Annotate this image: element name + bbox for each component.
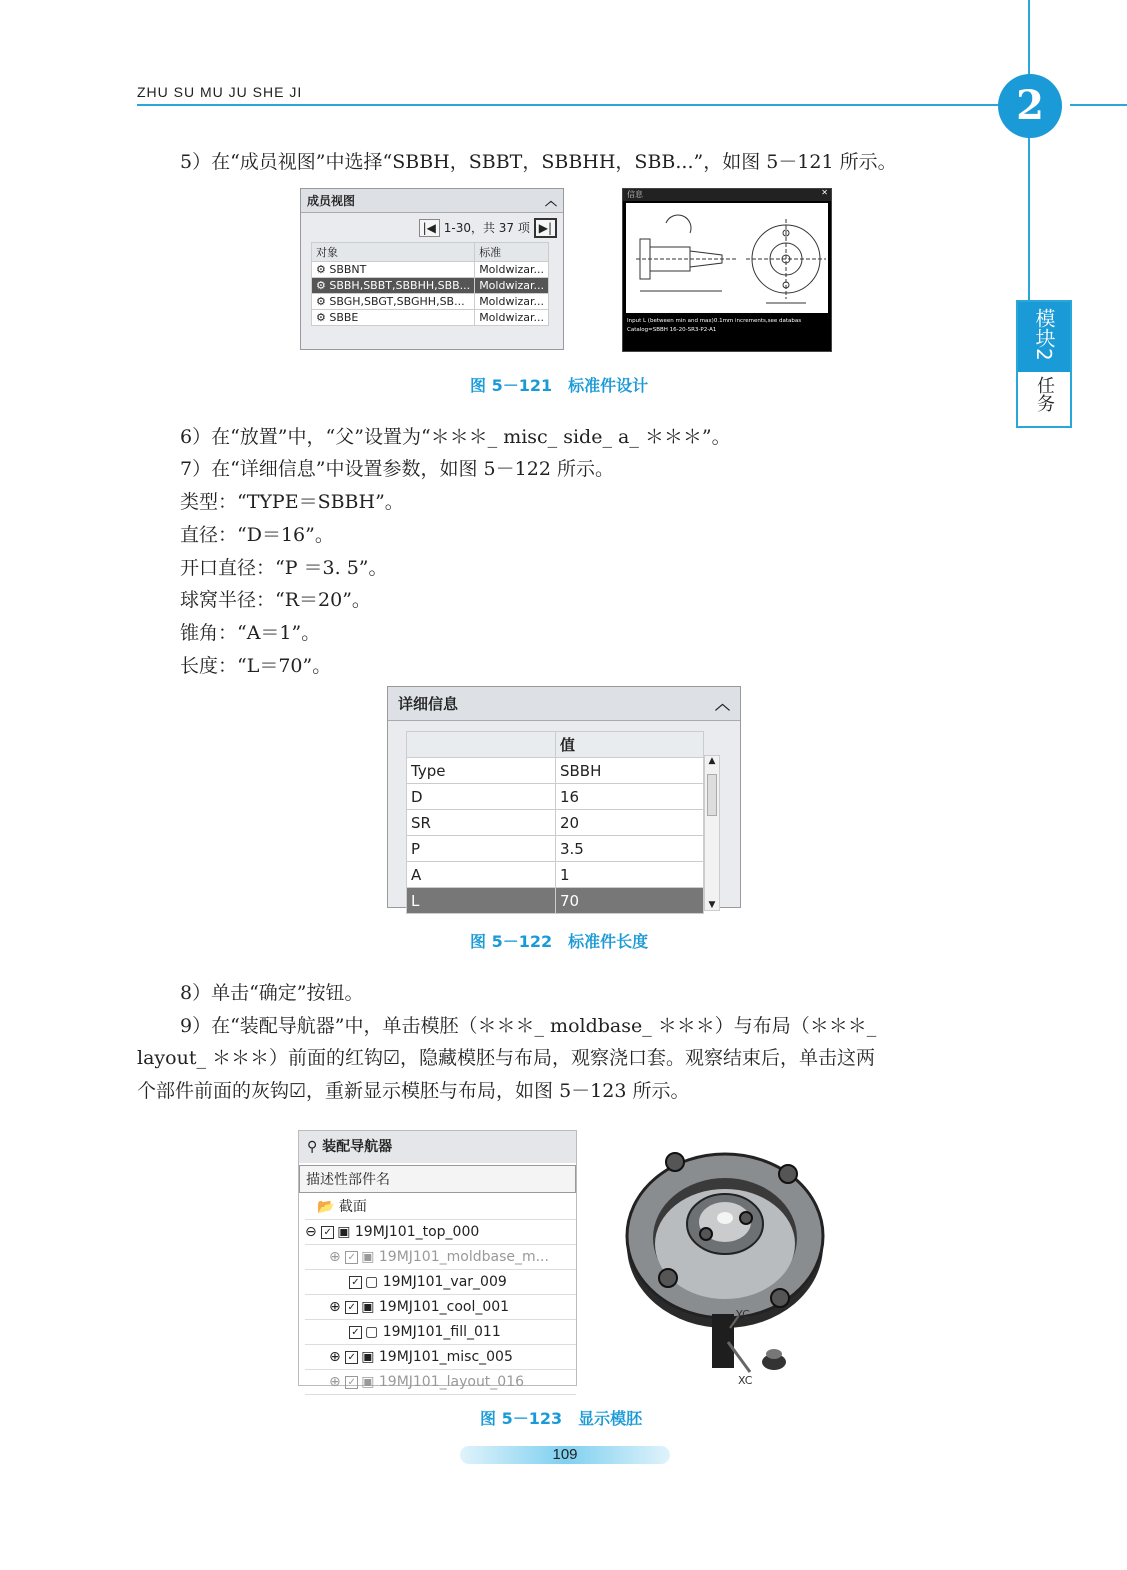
part-icon: ▢ (365, 1324, 379, 1340)
drawing-titlebar: 信息 ✕ (623, 189, 831, 201)
table-row[interactable]: D 16 (407, 784, 704, 810)
navigator-column-header: 描述性部件名 (299, 1165, 576, 1193)
table-row[interactable]: ⚙ SBBNT Moldwizar... (312, 262, 549, 278)
tree-item-moldbase[interactable]: ⊕ ✓ ▣ 19MJ101_moldbase_m... (305, 1245, 576, 1270)
scroll-down-icon[interactable]: ▼ (708, 900, 716, 910)
tree-item-fill[interactable]: ✓ ▢ 19MJ101_fill_011 (305, 1320, 576, 1345)
assembly-icon: ▣ (361, 1249, 375, 1265)
checkbox-gray-icon[interactable]: ✓ (345, 1251, 358, 1264)
table-row[interactable]: A 1 (407, 862, 704, 888)
details-title: 详细信息 ︿ (388, 687, 740, 721)
param-type: 类型：“TYPE＝SBBH”。 (180, 491, 404, 513)
part-icon: ▢ (365, 1274, 379, 1290)
table-row[interactable]: ⚙ SBGH,SBGT,SBGHH,SB... Moldwizar... (312, 294, 549, 310)
collapse-icon[interactable]: ︿ (714, 695, 730, 713)
axis-label-xc: XC (738, 1374, 753, 1387)
next-page-icon[interactable]: ▶| (534, 218, 557, 238)
scroll-thumb[interactable] (707, 774, 717, 816)
prev-page-icon[interactable]: |◀ (419, 219, 440, 237)
close-icon[interactable]: ✕ (821, 188, 828, 197)
checkbox-checked-icon[interactable]: ✓ (349, 1326, 362, 1339)
assembly-icon: ▣ (361, 1299, 375, 1315)
step-9-line1: 9）在“装配导航器”中，单击模胚（＊＊＊_ moldbase_ ＊＊＊）与布局（＊＊＊_ (180, 1015, 877, 1037)
navigator-title: ⚲ 装配导航器 (299, 1131, 576, 1163)
member-view-title: 成员视图 ︿ (301, 189, 563, 213)
assembly-icon: ▣ (361, 1374, 375, 1390)
tree-item-cool[interactable]: ⊕ ✓ ▣ 19MJ101_cool_001 (305, 1295, 576, 1320)
scrollbar[interactable] (704, 755, 720, 911)
table-row-selected[interactable]: ⚙ SBBH,SBBT,SBBHH,SBB... Moldwizar... (312, 278, 549, 294)
navigator-tree (299, 1195, 576, 1395)
member-table: 对象 标准 ⚙ SBBNT Moldwizar... ⚙ SBBH,SBBT,SBBHH,SBB... Moldwizar... ⚙ SBGH,SBGT,SBGHH,SB... Moldwizar... ⚙ SBBE Moldwizar... (311, 242, 549, 326)
table-row[interactable]: SR 20 (407, 810, 704, 836)
details-panel (387, 686, 741, 908)
checkbox-gray-icon[interactable]: ✓ (345, 1376, 358, 1389)
table-row[interactable]: ⚙ SBBE Moldwizar... (312, 310, 549, 326)
running-title: ZHU SU MU JU SHE JI (137, 84, 303, 100)
tree-item-layout[interactable]: ⊕ ✓ ▣ 19MJ101_layout_016 (305, 1370, 576, 1395)
sprue-bushing-render (620, 1128, 830, 1390)
folder-icon: 📂 (317, 1199, 335, 1215)
caption-5-123: 图 5－123 显示模胚 (480, 1409, 643, 1428)
table-row[interactable]: Type SBBH (407, 758, 704, 784)
assembly-icon: ▣ (337, 1224, 351, 1240)
chapter-badge: 2 (998, 74, 1062, 138)
details-table-wrap (406, 731, 720, 914)
param-r: 球窝半径：“R＝20”。 (180, 589, 371, 611)
assembly-navigator (298, 1130, 577, 1390)
tree-item-section[interactable]: 📂 截面 (305, 1195, 576, 1220)
checkbox-checked-icon[interactable]: ✓ (349, 1276, 362, 1289)
side-tab-module: 模块2 (1018, 302, 1070, 372)
checkbox-checked-icon[interactable]: ✓ (345, 1301, 358, 1314)
step-9-line2: layout_ ＊＊＊）前面的红钩☑，隐藏模胚与布局，观察浇口套。观察结束后，单击这两 (137, 1047, 876, 1069)
page-number: 109 (552, 1446, 578, 1463)
param-p: 开口直径：“P ＝3. 5”。 (180, 557, 388, 579)
assembly-icon: ▣ (361, 1349, 375, 1365)
drawing-notes: Input L (between min and max)0.1mm increments,see databas Catalog=SBBH 16-20-SR3-P2-A1 (627, 318, 802, 333)
table-row[interactable]: P 3.5 (407, 836, 704, 862)
collapse-icon[interactable]: ︿ (544, 194, 557, 208)
details-table: 值 Type SBBH D 16 SR 20 P 3.5 A 1 L 70 (406, 731, 704, 914)
param-l: 长度：“L＝70”。 (180, 655, 332, 677)
side-tab-task: 任务 (1034, 375, 1055, 412)
checkbox-checked-icon[interactable]: ✓ (321, 1226, 334, 1239)
table-row-selected[interactable]: L 70 (407, 888, 704, 914)
header-rule-right (1070, 104, 1127, 106)
drawing-window (622, 188, 832, 352)
member-view-panel (300, 188, 564, 350)
axis-label-yc: YC (736, 1308, 750, 1321)
checkbox-checked-icon[interactable]: ✓ (345, 1351, 358, 1364)
pin-icon[interactable]: ⚲ (307, 1139, 318, 1155)
param-a: 锥角：“A＝1”。 (180, 622, 321, 644)
param-d: 直径：“D＝16”。 (180, 524, 334, 546)
tree-item-misc[interactable]: ⊕ ✓ ▣ 19MJ101_misc_005 (305, 1345, 576, 1370)
tree-item-var[interactable]: ✓ ▢ 19MJ101_var_009 (305, 1270, 576, 1295)
member-view-pager: |◀ 1-30，共 37 项 ▶| (301, 213, 563, 242)
step-8: 8）单击“确定”按钮。 (180, 982, 364, 1004)
step-9-line3: 个部件前面的灰钩☑，重新显示模胚与布局，如图 5－123 所示。 (137, 1080, 690, 1102)
caption-5-122: 图 5－122 标准件长度 (470, 932, 649, 951)
tree-item-top[interactable]: ⊖ ✓ ▣ 19MJ101_top_000 (305, 1220, 576, 1245)
technical-drawing (626, 203, 828, 313)
caption-5-121: 图 5－121 标准件设计 (470, 376, 649, 395)
header-rule (137, 104, 1017, 106)
side-tab (1016, 300, 1072, 428)
step-5: 5）在“成员视图”中选择“SBBH，SBBT，SBBHH，SBB...”，如图 5－121 所示。 (180, 151, 897, 173)
scroll-up-icon[interactable]: ▲ (708, 756, 716, 766)
step-7: 7）在“详细信息”中设置参数，如图 5－122 所示。 (180, 458, 614, 480)
step-6: 6）在“放置”中，“父”设置为“＊＊＊_ misc_ side_ a_ ＊＊＊”。 (180, 426, 731, 448)
